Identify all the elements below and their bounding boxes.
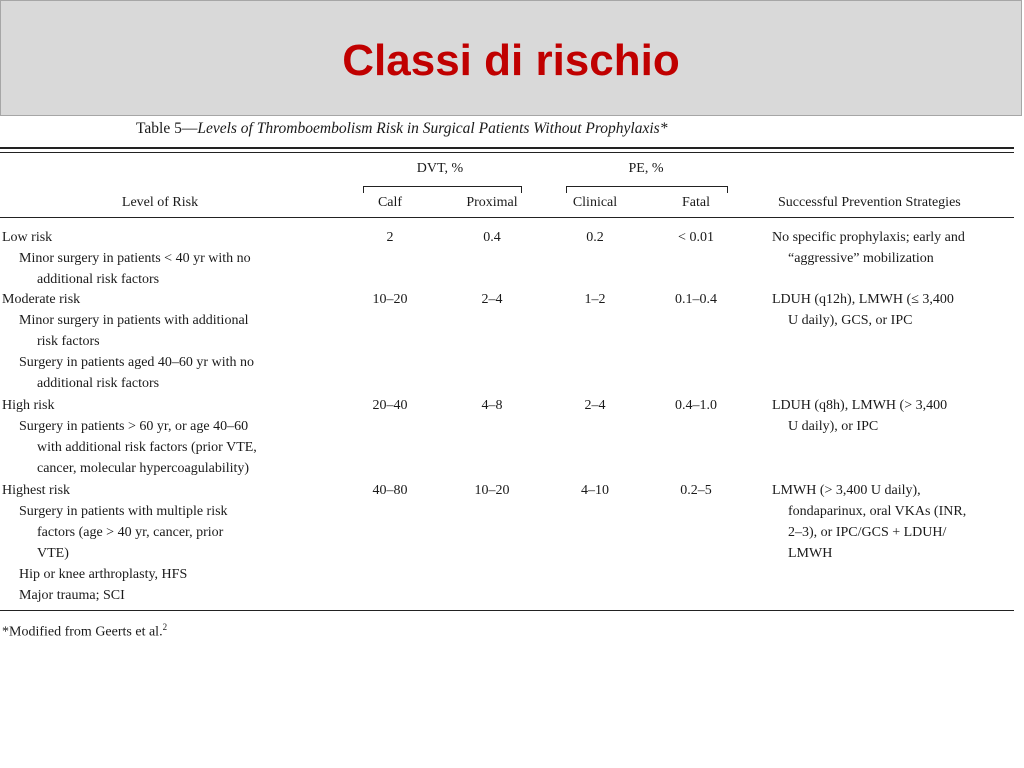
top-rule-thin [0, 152, 1014, 153]
row-desc-line: Surgery in patients with multiple risk [19, 504, 228, 519]
row-desc-line: additional risk factors [37, 376, 160, 391]
cell-fatal: < 0.01 [678, 230, 714, 245]
cell-calf: 10–20 [372, 292, 408, 307]
row-desc-line: risk factors [37, 334, 100, 349]
cell-strategy-line: 2–3), or IPC/GCS + LDUH/ [788, 525, 947, 540]
header-rule [0, 217, 1014, 218]
cell-strategy-line: No specific prophylaxis; early and [772, 230, 965, 245]
row-desc-line: factors (age > 40 yr, cancer, prior [37, 525, 224, 540]
cell-clinical: 1–2 [584, 292, 606, 307]
cell-strategy-line: LDUH (q12h), LMWH (≤ 3,400 [772, 292, 954, 307]
row-desc-line: Minor surgery in patients < 40 yr with no [19, 251, 251, 266]
table-footnote [2, 617, 167, 643]
row-desc-line: cancer, molecular hypercoagulability) [37, 461, 250, 476]
footnote-ref: 2 [162, 622, 168, 632]
cell-calf: 20–40 [372, 398, 408, 413]
cell-strategy-line: U daily), GCS, or IPC [788, 313, 913, 328]
row-desc-line: Hip or knee arthroplasty, HFS [19, 567, 188, 582]
top-rule [0, 147, 1014, 149]
row-level: Low risk [2, 230, 53, 245]
caption-title: Levels of Thromboembolism Risk in Surgical Patients Without Prophylaxis* [197, 120, 668, 137]
cell-fatal: 0.2–5 [680, 483, 712, 498]
cell-fatal: 0.1–0.4 [675, 292, 717, 307]
row-level: High risk [2, 398, 55, 413]
cell-clinical: 0.2 [586, 230, 604, 245]
cell-strategy-line: LMWH (> 3,400 U daily), [772, 483, 921, 498]
row-desc-line: Surgery in patients aged 40–60 yr with no [19, 355, 254, 370]
cell-calf: 40–80 [372, 483, 408, 498]
title-bar [0, 0, 1022, 116]
row-desc-line: Major trauma; SCI [19, 588, 125, 603]
caption-prefix: Table 5— [136, 120, 198, 137]
row-desc-line: Surgery in patients > 60 yr, or age 40–60 [19, 419, 249, 434]
bottom-rule [0, 610, 1014, 611]
pe-group-header: PE, % [628, 161, 664, 176]
row-level: Moderate risk [2, 292, 81, 307]
row-desc-line: VTE) [37, 546, 69, 561]
cell-strategy-line: LMWH [788, 546, 833, 561]
row-level: Highest risk [2, 483, 71, 498]
risk-table [0, 116, 1024, 656]
row-desc-line: additional risk factors [37, 272, 160, 287]
col-calf: Calf [377, 195, 403, 210]
cell-clinical: 2–4 [584, 398, 606, 413]
cell-fatal: 0.4–1.0 [675, 398, 717, 413]
cell-calf: 2 [386, 230, 394, 245]
row-desc-line: with additional risk factors (prior VTE, [37, 440, 257, 455]
col-clinical: Clinical [572, 195, 618, 210]
cell-proximal: 0.4 [483, 230, 501, 245]
cell-strategy-line: “aggressive” mobilization [788, 251, 934, 266]
cell-proximal: 2–4 [481, 292, 503, 307]
cell-strategy-line: U daily), or IPC [788, 419, 879, 434]
col-proximal: Proximal [466, 195, 518, 210]
cell-proximal: 10–20 [474, 483, 510, 498]
cell-strategy-line: LDUH (q8h), LMWH (> 3,400 [772, 398, 948, 413]
col-level: Level of Risk [121, 195, 199, 210]
dvt-group-header: DVT, % [416, 161, 464, 176]
row-desc-line: Minor surgery in patients with additional [19, 313, 249, 328]
slide-title: Classi di rischio [342, 36, 680, 85]
col-strategies: Successful Prevention Strategies [778, 195, 961, 210]
cell-clinical: 4–10 [581, 483, 609, 498]
table-caption [136, 120, 667, 138]
footnote-text: *Modified from Geerts et al. [2, 624, 163, 640]
cell-strategy-line: fondaparinux, oral VKAs (INR, [788, 504, 967, 519]
col-fatal: Fatal [682, 195, 710, 210]
cell-proximal: 4–8 [481, 398, 503, 413]
